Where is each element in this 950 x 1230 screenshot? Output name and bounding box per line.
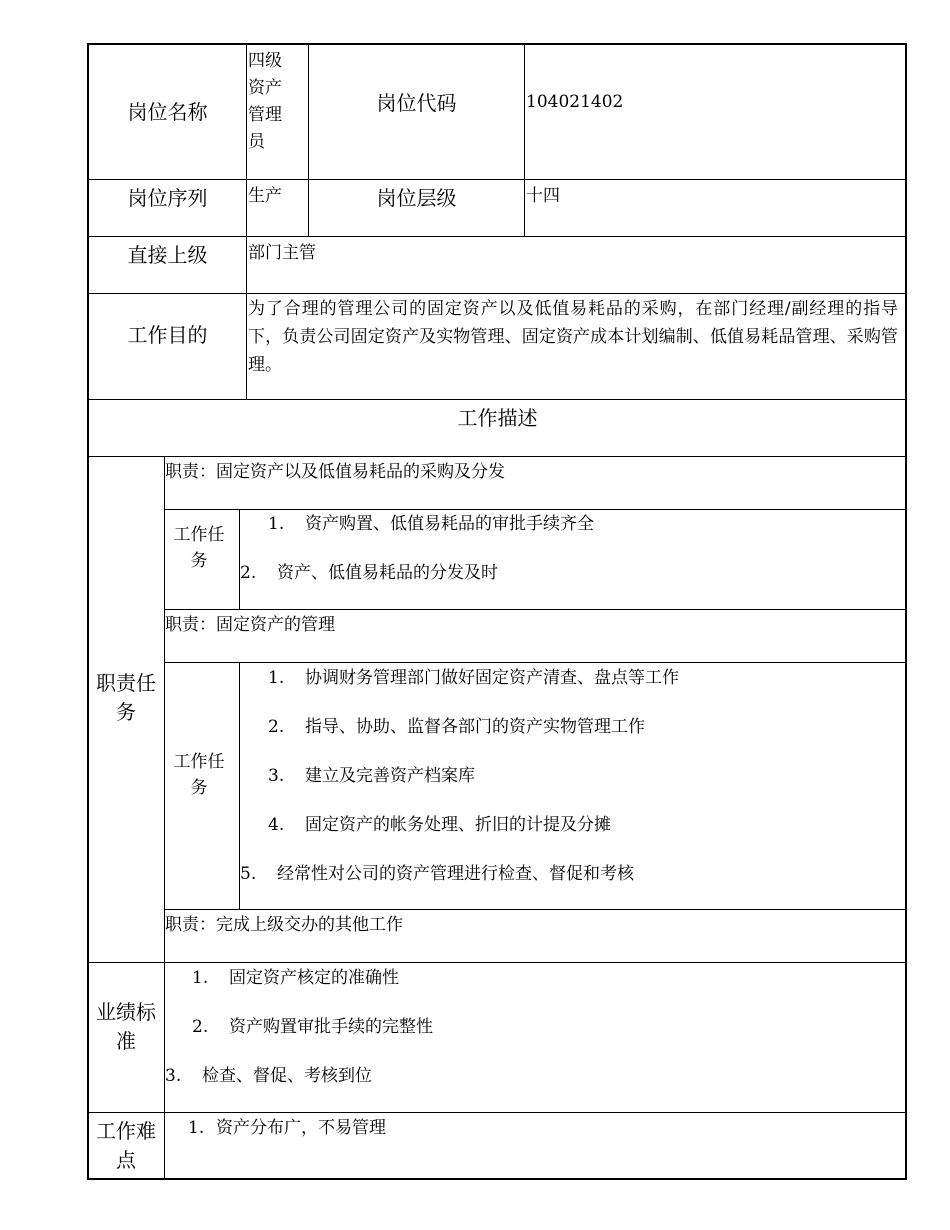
difficulty-label: 工作难点 — [96, 1119, 156, 1172]
superior-label: 直接上级 — [127, 243, 208, 267]
level-value: 十四 — [526, 186, 560, 206]
performance-label: 业绩标准 — [96, 1000, 156, 1053]
duty-title: 职责：完成上级交办的其他工作 — [165, 915, 403, 935]
row-divider — [88, 1112, 906, 1113]
task-item: 1. 资产购置、低值易耗品的审批手续齐全 — [268, 514, 594, 534]
task-item: 1. 协调财务管理部门做好固定资产清查、盘点等工作 — [268, 668, 679, 688]
col-divider — [239, 509, 240, 609]
position-name-label: 岗位名称 — [127, 100, 208, 124]
row-divider — [164, 609, 906, 610]
task-label: 工作任务 — [173, 525, 225, 571]
row-divider — [164, 662, 906, 663]
level-label: 岗位层级 — [376, 186, 457, 210]
position-code-value: 104021402 — [526, 92, 624, 112]
task-item: 2. 指导、协助、监督各部门的资产实物管理工作 — [268, 717, 645, 737]
row-divider — [164, 909, 906, 910]
superior-value: 部门主管 — [248, 243, 316, 263]
task-item: 3. 建立及完善资产档案库 — [268, 766, 475, 786]
row-divider — [164, 509, 906, 510]
col-divider — [524, 44, 525, 236]
task-item: 2. 资产、低值易耗品的分发及时 — [240, 563, 498, 583]
performance-item: 2. 资产购置审批手续的完整性 — [192, 1017, 433, 1037]
purpose-label: 工作目的 — [127, 323, 208, 347]
sequence-label: 岗位序列 — [127, 186, 208, 210]
row-divider — [88, 962, 906, 963]
task-label: 工作任务 — [173, 752, 225, 798]
position-name-value: 四级资产管理员 — [248, 51, 282, 152]
duties-label: 职责任务 — [96, 671, 156, 724]
performance-item: 1. 固定资产核定的准确性 — [192, 968, 399, 988]
sequence-value: 生产 — [248, 186, 282, 206]
performance-item: 3. 检查、督促、考核到位 — [165, 1066, 372, 1086]
duty-title: 职责：固定资产的管理 — [165, 615, 335, 635]
task-item: 5. 经常性对公司的资产管理进行检查、督促和考核 — [240, 864, 634, 884]
col-divider — [246, 44, 247, 399]
purpose-value: 为了合理的管理公司的固定资产以及低值易耗品的采购，在部门经理/副经理的指导下，负责公司固定资产及实物管理、固定资产成本计划编制、低值易耗品管理、采购管理。 — [248, 299, 898, 375]
difficulty-item: 1. 资产分布广，不易管理 — [188, 1118, 386, 1138]
description-title: 工作描述 — [457, 406, 538, 430]
row-divider — [88, 456, 906, 457]
duty-title: 职责：固定资产以及低值易耗品的采购及分发 — [165, 462, 505, 482]
task-item: 4. 固定资产的帐务处理、折旧的计提及分摊 — [268, 815, 611, 835]
position-code-label: 岗位代码 — [376, 91, 457, 115]
